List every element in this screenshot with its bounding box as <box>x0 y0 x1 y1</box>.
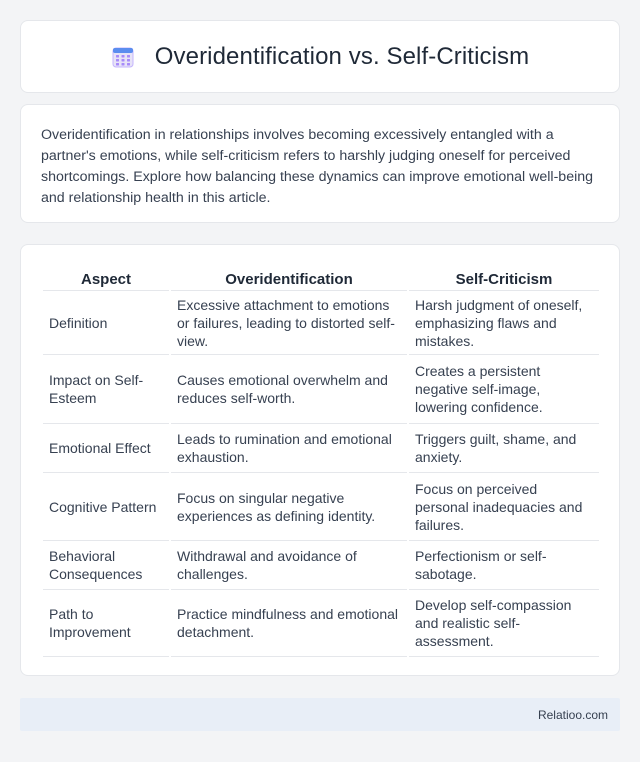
column-header-overidentification: Overidentification <box>171 267 407 291</box>
row-aspect-cell: Definition <box>43 291 169 355</box>
table-row <box>43 355 599 424</box>
page-header <box>111 43 529 71</box>
row-aspect-cell: Impact on Self-Esteem <box>43 355 169 424</box>
row-self-criticism-cell: Perfectionism or self-sabotage. <box>409 541 599 590</box>
row-aspect-cell: Path to Improvement <box>43 590 169 657</box>
row-self-criticism-cell: Creates a persistent negative self-image, lowering confidence. <box>409 355 599 424</box>
row-overidentification-cell: Causes emotional overwhelm and reduces self-worth. <box>171 355 407 424</box>
calendar-icon <box>111 45 135 69</box>
row-aspect-cell: Cognitive Pattern <box>43 473 169 541</box>
table-row <box>43 424 599 473</box>
footer <box>20 698 620 731</box>
table-row <box>43 590 599 657</box>
page-title: Overidentification vs. Self-Criticism <box>154 42 530 70</box>
comparison-card <box>20 244 620 676</box>
intro-card <box>20 104 620 223</box>
table-header-row <box>43 267 599 291</box>
table-row <box>43 291 599 355</box>
row-self-criticism-cell: Triggers guilt, shame, and anxiety. <box>409 424 599 473</box>
row-aspect-cell: Emotional Effect <box>43 424 169 473</box>
row-overidentification-cell: Practice mindfulness and emotional detachment. <box>171 590 407 657</box>
column-header-aspect: Aspect <box>43 267 169 291</box>
title-card <box>20 20 620 93</box>
comparison-table <box>41 267 601 657</box>
column-header-self-criticism: Self-Criticism <box>409 267 599 291</box>
row-self-criticism-cell: Focus on perceived personal inadequacies and failures. <box>409 473 599 541</box>
row-overidentification-cell: Withdrawal and avoidance of challenges. <box>171 541 407 590</box>
table-row <box>43 473 599 541</box>
footer-brand: Relatioo.com <box>537 707 608 722</box>
row-overidentification-cell: Focus on singular negative experiences as defining identity. <box>171 473 407 541</box>
row-aspect-cell: Behavioral Consequences <box>43 541 169 590</box>
row-overidentification-cell: Excessive attachment to emotions or failures, leading to distorted self-view. <box>171 291 407 355</box>
intro-paragraph: Overidentification in relationships involves becoming excessively entangled with a partner's emotions, while self-criticism refers to harshly judging oneself for perceived shortcomings. Explore how balancing these dynamics can improve emotional well-being and relationship health in this article. <box>41 127 594 206</box>
row-self-criticism-cell: Harsh judgment of oneself, emphasizing flaws and mistakes. <box>409 291 599 355</box>
table-row <box>43 541 599 590</box>
row-self-criticism-cell: Develop self-compassion and realistic self-assessment. <box>409 590 599 657</box>
row-overidentification-cell: Leads to rumination and emotional exhaustion. <box>171 424 407 473</box>
